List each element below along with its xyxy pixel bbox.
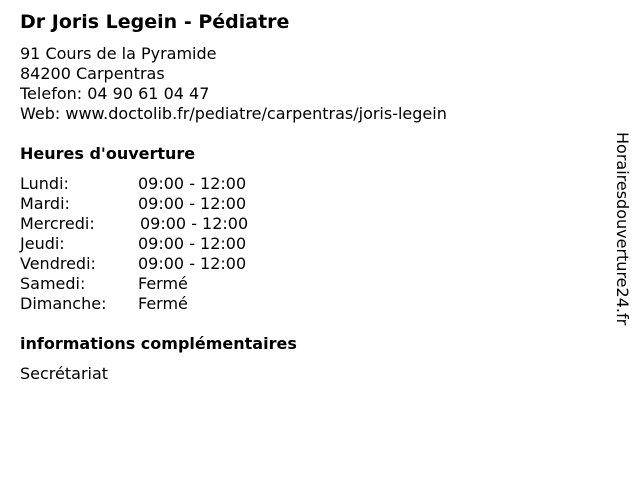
day-label: Lundi: [20, 174, 69, 193]
site-watermark: Horairesdouverture24.fr [613, 132, 632, 326]
day-label: Mercredi: [20, 214, 95, 233]
hours-value: Fermé [138, 294, 188, 313]
address-street: 91 Cours de la Pyramide [20, 44, 217, 63]
day-label: Jeudi: [20, 234, 65, 253]
hours-row-saturday [20, 274, 320, 294]
day-label: Vendredi: [20, 254, 96, 273]
hours-value: 09:00 - 12:00 [138, 174, 247, 193]
hours-row-monday [20, 174, 320, 194]
phone-number: Telefon: 04 90 61 04 47 [20, 84, 210, 103]
hours-heading: Heures d'ouverture [20, 144, 196, 163]
hours-row-sunday [20, 294, 320, 314]
address-city: 84200 Carpentras [20, 64, 165, 83]
hours-row-tuesday [20, 194, 320, 214]
hours-value: 09:00 - 12:00 [138, 194, 247, 213]
hours-value: Fermé [138, 274, 188, 293]
day-label: Dimanche: [20, 294, 107, 313]
page-title: Dr Joris Legein - Pédiatre [20, 11, 290, 33]
info-heading: informations complémentaires [20, 334, 297, 353]
info-text: Secrétariat [20, 364, 109, 383]
hours-row-thursday [20, 234, 320, 254]
day-label: Mardi: [20, 194, 70, 213]
hours-table [20, 174, 320, 314]
hours-row-wednesday [20, 214, 320, 234]
hours-value: 09:00 - 12:00 [138, 254, 247, 273]
website: Web: www.doctolib.fr/pediatre/carpentras/joris-legein [20, 104, 447, 123]
hours-value: 09:00 - 12:00 [140, 214, 249, 233]
hours-row-friday [20, 254, 320, 274]
contact-block [20, 44, 447, 124]
day-label: Samedi: [20, 274, 86, 293]
hours-value: 09:00 - 12:00 [138, 234, 247, 253]
